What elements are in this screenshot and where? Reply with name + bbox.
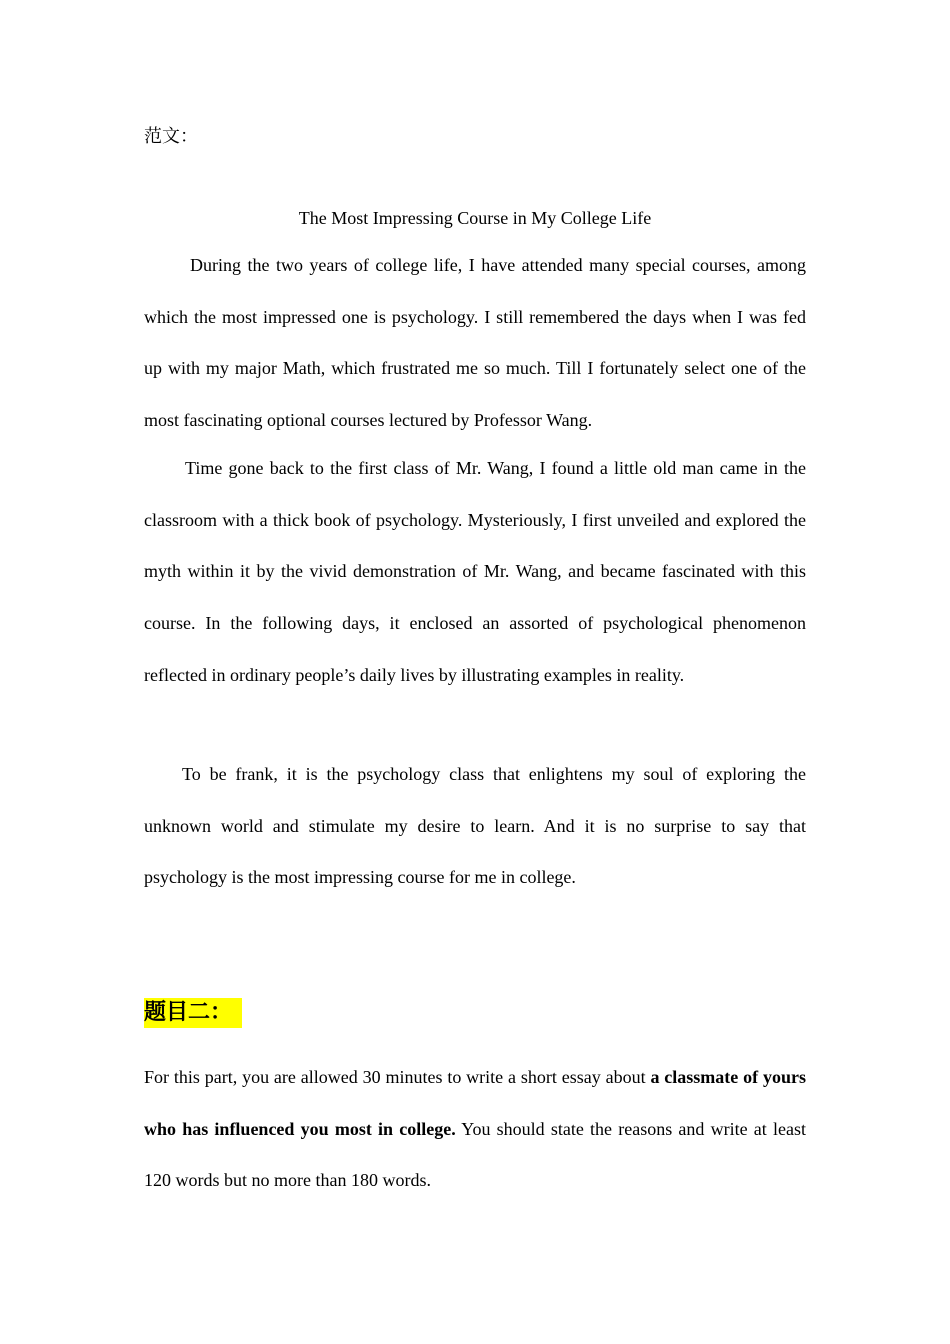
prompt-text-start: For this part, you are allowed 30 minutes to write a short essay about	[144, 1067, 651, 1087]
sample-essay-label: 范文：	[144, 126, 198, 146]
essay-paragraph-1: During the two years of college life, I have attended many special courses, among which the most impressed one is psychology. I still remembered the days when I was fed up with my major Math, which frustrated me so much. Till I fortunately select one of the most fascinating optional courses lectured by Professor Wang.	[144, 255, 806, 431]
essay-paragraph-3: To be frank, it is the psychology class that enlightens my soul of exploring the unknown world and stimulate my desire to learn. And it is no surprise to say that psychology is the most impressing course for me in college.	[144, 764, 806, 888]
writing-prompt	[144, 1052, 806, 1207]
prompt-text-end: You should state the reasons and write at least 120 words but no more than 180 words.	[144, 1118, 806, 1191]
section-2-heading: 题目二：	[144, 998, 242, 1028]
essay-title: The Most Impressing Course in My College Life	[298, 208, 652, 228]
essay-paragraph-2: Time gone back to the first class of Mr. Wang, I found a little old man came in the classroom with a thick book of psychology. Mysteriously, I first unveiled and explored the myth within it by the vivid demonstration of Mr. Wang, and became fascinated with this course. In the following days, it enclosed an assorted of psychological phenomenon reflected in ordinary people’s daily lives by illustrating examples in reality.	[144, 458, 806, 685]
prompt-topic-bold: a classmate of yours who has influenced you most in college.	[144, 1067, 806, 1139]
